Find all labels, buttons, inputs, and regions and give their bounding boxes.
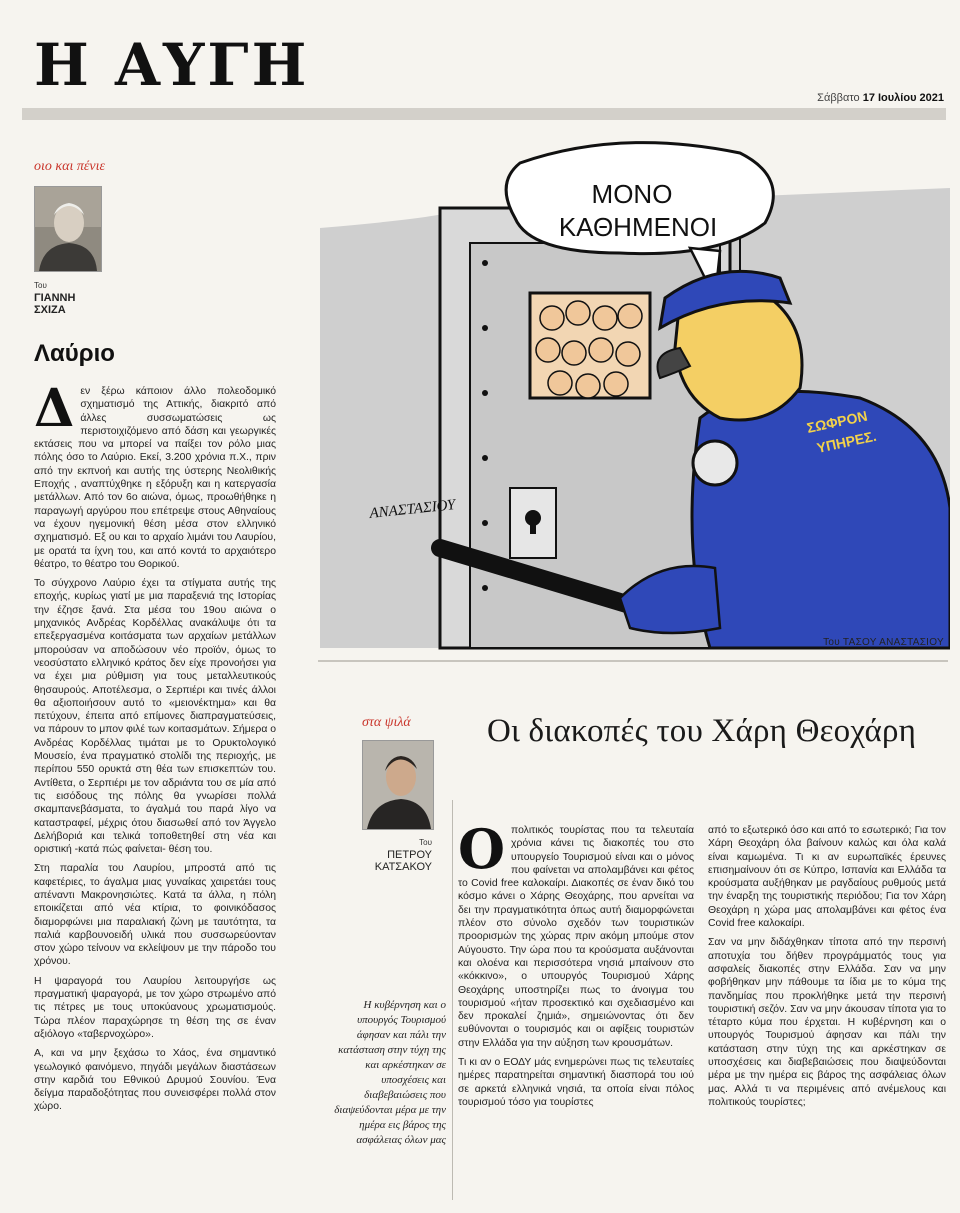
prisoner-faces <box>536 301 642 398</box>
right-paragraph-1: Οπολιτικός τουρίστας που τα τελευταία χρόνια κάνει τις διακοπές του στο υπουργείο Τουρισμού είναι και ο μόνος που φαίνεται να απολαμβάνει και φέτος το Covid free καλοκαίρι. Διακοπές σε έναν δικό του κόσμο κάνει ο Χάρης Θεοχάρης, που αρνείται να δει την πραγματικότητα όπως αυτή διαμορφώνεται πλέον στο σύνολο σχεδόν των τουριστικών προορισμών της χώρας πριν ακόμη μπούμε στον Αύγουστο. Την ώρα που τα κρούσματα αυξάνονται και ολοένα και περισσότερα νησιά μπαίνουν στο «κόκκινο», ο υπουργός Τουρισμού Χάρης Θεοχάρης υποστηρίζει πως το άνοιγμα του τουρισμού «ήταν προσεκτικό και σχεδιασμένο και δεν προκαλεί ζημιά», σημειώνοντας ότι δεν ευθύνονται ο τουρισμός και οι αφίξεις τουριστών στην Ελλάδα για την αύξηση των κρουσμάτων. <box>458 817 694 1049</box>
column-kicker: οιο και πένιε <box>34 159 105 174</box>
right-paragraph-2: Τι κι αν ο ΕΟΔΥ μάς ενημερώνει πως τις τελευταίες ημέρες παρατηρείται σημαντική διασπορά του ιού σε αρκετά ελληνικά νησιά, τα οποία είναι πόλος τουρισμού τόσο για τουρίστες <box>458 1057 694 1108</box>
author-first-name-left: ΓΙΑΝΝΗ <box>34 292 76 304</box>
right-paragraph-3: από το εξωτερικό όσο και από το εσωτερικό; Για τον Χάρη Θεοχάρη όλα βαίνουν καλώς και όλα καλά είναι καμωμένα. Τι κι αν ευρωπαϊκές έρευνες επισημαίνουν ότι σε Κύπρο, Ισπανία και Ελλάδα τα κρούσματα αυξήθηκαν με ραγδαίους ρυθμούς μετά την έναρξη της τουριστικής περιόδου; Για τον Χάρη Θεοχάρη η χώρα μας απολαμβάνει και φέτος ένα Covid free καλοκαίρι. <box>708 825 946 930</box>
shoulder-patch <box>693 441 737 485</box>
right-article-col-2 <box>708 824 946 1115</box>
left-article-body <box>34 378 276 1120</box>
author-photo-left <box>34 186 102 272</box>
byline-prefix-right: Του <box>419 838 432 847</box>
dropcap-right: Ο <box>458 817 506 881</box>
author-first-name-right: ΠΕΤΡΟΥ <box>387 849 432 861</box>
speech-line-2: ΚΑΘΗΜΕΝΟΙ <box>558 212 718 242</box>
left-paragraph-4: Η ψαραγορά του Λαυρίου λειτουργήσε ως πραγματική ψαραγορά, με τον χώρο στρωμένο από τις πέτρες με τους υποκύανους χρωματισμούς. Τώρα πλέον παραχώρησε τη θέση της σε έναν αξιόλογο «ταβερνοχώρο». <box>34 975 276 1040</box>
cartoon-illustration <box>320 128 950 658</box>
publication-date-value: 17 Ιουλίου 2021 <box>862 92 944 104</box>
column-kicker-right: στα ψιλά <box>362 715 411 730</box>
uniform-text-2: ΥΠΗΡΕΣ. <box>815 427 878 456</box>
dropcap-left: Δ <box>34 378 75 439</box>
author-last-name-right: ΚΑΤΣΑΚΟΥ <box>374 861 432 874</box>
masthead-title: Η ΑΥΓΗ <box>34 31 310 99</box>
left-paragraph-2: Το σύγχρονο Λαύριο έχει τα στίγματα αυτής της εποχής, κυρίως γιατί με μια παραξενιά της Ιστορίας την έζησε ξανά. Στα μέσα του 19ου αιώνα ο μηχανικός Ανδρέας Κορδέλλας ανακάλυψε ότι τα επεξεργασμένα κοιτάσματα των αρχαίων μετάλλων μπορούσαν να αποδώσουν νέο προϊόν, όμως το νεοσύστατο ελληνικό κράτος δεν είχε προνοήσει για να έχει μια ρύθμιση για τους μεταλλευτικούς θησαυρούς. Αποτέλεσμα, ο Σερπιέρι και τινές άλλοι θα αξιοποιήσουν αυτό το «μειονέκτημα» και θα πετύχουν, έπειτα από επίμονες διαπραγματεύσεις, να πάρουν το μπον φιλέ των κοιτασμάτων. Σήμερα ο Ανδρέας Κορδέλλας τιμάται με το Ορυκτολογικό Μουσείο, ένα πραγματικό στολίδι της περιοχής, με περίπου 550 ορυκτά στη θέα των επισκεπτών του. Αντίθετα, ο Σερπιέρι με τον αδριάντα του σε μία από τις εισόδους της πόλης θα γνωρίσει πολλά σκαμπανεβάσματα, το άγαλμά του παρά λίγο να καταστραφεί, μέχρις ότου διασωθεί από τον Άγγελο Δελήβοριά και τελικά τοποθετηθεί στη νέα και οριστική -κατά πώς φαίνεται- θέση του. <box>34 578 276 856</box>
speech-line-1: ΜΟΝΟ <box>591 179 673 209</box>
cartoon-caption: Του ΤΑΣΟΥ ΑΝΑΣΤΑΣΙΟΥ <box>823 637 944 648</box>
column-divider <box>452 800 453 1200</box>
left-paragraph-5: Α, και να μην ξεχάσω το Χάος, ένα σημαντικό γεωλογικό φαινόμενο, πηγάδι μεγάλων διαστάσεων στην καρδιά του Εθνικού Δρυμού Σουνίου. Ένα δείγμα παραδοξότητας που συνεισφέρει πολλά στον χώρο. <box>34 1048 276 1113</box>
left-paragraph-1: Δεν ξέρω κάποιον άλλο πολεοδομικό σχηματισμό της Αττικής, διακριτό από άλλες συσσωματώσεις ως περιστοιχιζόμενο από δάση και γεωργικές εκτάσεις που να μπορεί να παίξει τον ρόλο μιας πόλης όσο το Λαύριο. Εκεί, 3.200 χρόνια π.Χ., πριν από την εκπνοή και αυτής της ύστερης Νεολιθικής Εποχής , αναπτύχθηκε η εξόρυξη και η κατεργασία μετάλλων. Από τον 6ο αιώνα, όμως, προωθήθηκε η παραγωγή αργύρου που επέτρεψε στους Αθηναίους να έχουν ηγεμονική θέση μέσα στον ελληνικό σχηματισμό. Εξ ου και το αρχαίο λιμάνι του Λαυρίου, με ορατά τα ίχνη του, και από κοντά το αρχαιότερο θέατρο, το θέατρο του Θορικού. <box>34 378 276 570</box>
byline-prefix-left: Του <box>34 281 47 290</box>
right-paragraph-4: Σαν να μην διδάχθηκαν τίποτα από την περσινή αποτυχία του δήθεν προγράμματός τους για ασφαλείς διακοπές στην Ελλάδα. Σαν να μην φοβήθηκαν μην πάθουμε τα ίδια με το κύμα της πανδημίας που προκλήθηκε μετά την περσινή τουριστική σεζόν. Σαν να μην άκουσαν τίποτα για το τέταρτο κύμα που έρχεται. Η κυβέρνηση και ο υπουργός Τουρισμού άφησαν και πάλι την κατάσταση στην τύχη της και αρκέστηκαν σε υποσχέσεις και διαβεβαιώσεις που διαψεύδονται μέρα με την ημέρα εις βάρος της ασφάλειας όλων μας. Αλλά τι να περιμένεις από ανέμελους και πολιτικούς τουρίστες; <box>708 937 946 1108</box>
cartoonist-signature: ΑΝΑΣΤΑΣΙΟΥ <box>368 497 457 522</box>
author-name-left <box>34 292 75 317</box>
masthead-rule <box>22 108 946 120</box>
section-divider <box>318 660 948 662</box>
pull-quote: Η κυβέρνηση και ο υπουργός Τουρισμού άφησαν και πάλι την κατάσταση στην τύχη της και αρκέστηκαν σε υποσχέσεις και διαβεβαιώσεις που διαψεύδονται μέρα με την ημέρα εις βάρος της ασφάλειας όλων μας <box>334 999 446 1146</box>
right-article-col-1 <box>458 817 694 1115</box>
left-article-headline: Λαύριο <box>34 340 115 367</box>
author-portrait-icon <box>363 741 433 829</box>
publication-day: Σάββατο <box>817 92 860 104</box>
editorial-cartoon <box>320 128 950 658</box>
author-last-name-left: ΣΧΙΖΑ <box>34 304 66 317</box>
author-photo-right <box>362 740 434 830</box>
author-portrait-icon <box>35 187 101 271</box>
publication-date <box>817 92 944 104</box>
right-article-headline: Οι διακοπές του Χάρη Θεοχάρη <box>487 713 917 749</box>
uniform-text-1: ΣΩΦΡΟΝ <box>805 407 869 436</box>
author-name-right <box>350 849 432 874</box>
left-paragraph-3: Στη παραλία του Λαυρίου, μπροστά από τις καφετέριες, το άγαλμα μιας γυναίκας χαιρετάει τους απέναντι Μακρονησιώτες. Κατά τα άλλα, η πόλη εποικίζεται από νέα κτίρια, το φοινικόδασος διαμορφώνει μια παραλιακή ζώνη με ταυτότητα, τα παλιά καρβουνοειδή υλικά που συσσωρεύονταν στον χώρο τείνουν να εκλείψουν με την πάροδο του χρόνου. <box>34 863 276 968</box>
